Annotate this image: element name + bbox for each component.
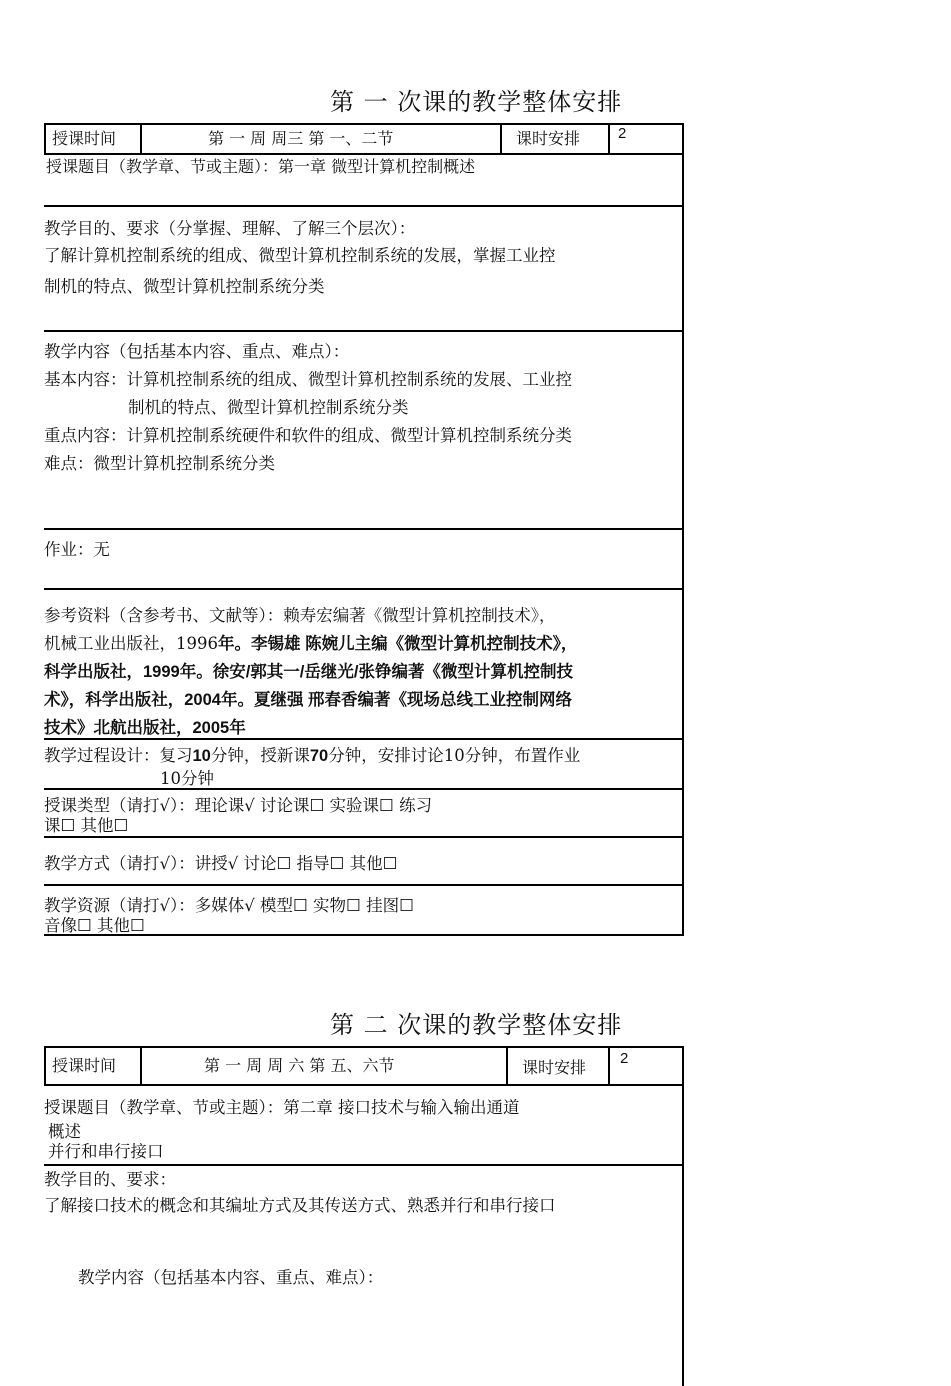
lesson2-topic-line-3: 并行和串行接口 bbox=[48, 1142, 164, 1161]
type-line-2: 课☐ 其他☐ bbox=[44, 816, 129, 835]
lesson2-title: 第 二 次课的教学整体安排 bbox=[330, 1011, 623, 1039]
type-line-1: 授课类型（请打√）：理论课√ 讨论课☐ 实验课☐ 练习 bbox=[44, 796, 433, 815]
content-key: 重点内容：计算机控制系统硬件和软件的组成、微型计算机控制系统分类 bbox=[44, 426, 572, 445]
references-line-4: 术》，科学出版社，2004年。夏继强 邢春香编著《现场总线工业控制网络 bbox=[44, 691, 573, 709]
content-basic-line-2: 制机的特点、微型计算机控制系统分类 bbox=[128, 398, 409, 417]
lesson1-content-row bbox=[44, 332, 684, 530]
objectives-line-1: 了解计算机控制系统的组成、微型计算机控制系统的发展，掌握工业控 bbox=[44, 246, 556, 265]
lesson1-title: 第 一 次课的教学整体安排 bbox=[330, 88, 623, 116]
lesson1-objectives-row bbox=[44, 207, 684, 332]
lesson1-time-row bbox=[44, 123, 684, 155]
content-label: 教学内容（包括基本内容、重点、难点）： bbox=[44, 342, 350, 361]
references-line-1: 参考资料（含参考书、文献等）：赖寿宏编著《微型计算机控制技术》， bbox=[44, 606, 556, 625]
hours-label-cell bbox=[502, 125, 610, 153]
process-new-minutes: 70 bbox=[309, 747, 329, 765]
references-line-2 bbox=[44, 630, 577, 654]
lesson1-homework-row bbox=[44, 530, 684, 590]
lesson2-objectives-label: 教学目的、要求： bbox=[44, 1170, 176, 1189]
content-difficult: 难点：微型计算机控制系统分类 bbox=[44, 454, 275, 473]
lesson2-time-row bbox=[44, 1046, 684, 1086]
references-line-3: 科学出版社，1999年。徐安/郭其一/岳继光/张铮编著《微型计算机控制技 bbox=[44, 663, 573, 681]
lesson1-topic-row bbox=[44, 155, 684, 207]
references-line-2a: 机械工业出版社，1996 bbox=[44, 634, 218, 653]
objectives-label: 教学目的、要求（分掌握、理解、了解三个层次）： bbox=[44, 219, 416, 238]
lesson2-objectives-line-1: 了解接口技术的概念和其编址方式及其传送方式、熟悉并行和串行接口 bbox=[44, 1196, 556, 1215]
process-text-c: 分钟，授新课 bbox=[210, 746, 310, 765]
lesson2-content-label: 教学内容（包括基本内容、重点、难点）： bbox=[78, 1268, 384, 1287]
resources-line-1: 教学资源（请打√）：多媒体√ 模型☐ 实物☐ 挂图☐ bbox=[44, 896, 414, 915]
lesson2-topic-line-1: 授课题目（教学章、节或主题）：第二章 接口技术与输入输出通道 bbox=[44, 1098, 520, 1117]
hours-value-cell bbox=[610, 125, 682, 153]
hours-value: 2 bbox=[618, 125, 627, 142]
process-review-minutes: 10 bbox=[192, 747, 211, 765]
hours-label: 课时安排 bbox=[516, 129, 581, 148]
time-value-cell-2 bbox=[142, 1048, 508, 1084]
time-label: 授课时间 bbox=[52, 129, 117, 148]
process-text-e: 分钟，安排讨论10分钟，布置作业 bbox=[328, 746, 581, 765]
lesson1-process-row bbox=[44, 740, 684, 790]
objectives-line-2: 制机的特点、微型计算机控制系统分类 bbox=[44, 277, 325, 296]
hours-label-2: 课时安排 bbox=[522, 1058, 587, 1077]
references-line-5: 技术》北航出版社，2005年 bbox=[44, 719, 246, 737]
time-value-2: 第 一 周 周 六 第 五、六节 bbox=[204, 1056, 395, 1075]
process-line-2: 10分钟 bbox=[160, 769, 214, 788]
lesson2-topic-line-2: 概述 bbox=[48, 1122, 81, 1141]
hours-value-2: 2 bbox=[620, 1050, 629, 1067]
time-value: 第 一 周 周三 第 一、二节 bbox=[208, 129, 394, 148]
content-basic-line-1: 基本内容：计算机控制系统的组成、微型计算机控制系统的发展、工业控 bbox=[44, 370, 572, 389]
lesson2-topic-row bbox=[44, 1086, 684, 1166]
hours-value-cell-2 bbox=[610, 1048, 682, 1084]
time-value-cell bbox=[142, 125, 502, 153]
homework: 作业：无 bbox=[44, 540, 110, 559]
lesson1-resources-row bbox=[44, 886, 684, 936]
lesson1-type-row bbox=[44, 790, 684, 838]
lesson1-method-row bbox=[44, 838, 684, 886]
hours-label-cell-2 bbox=[508, 1048, 610, 1084]
lesson1-references-row bbox=[44, 590, 684, 740]
references-line-2b: 年。李锡雄 陈婉儿主编《微型计算机控制技术》， bbox=[218, 635, 578, 653]
lesson2-objectives-row bbox=[44, 1166, 684, 1386]
process-text-a: 教学过程设计：复习 bbox=[44, 746, 193, 765]
time-label-2: 授课时间 bbox=[52, 1056, 117, 1075]
lesson2-table bbox=[44, 1046, 684, 1386]
method-line: 教学方式（请打√）：讲授√ 讨论☐ 指导☐ 其他☐ bbox=[44, 854, 398, 873]
time-label-cell-2 bbox=[44, 1048, 142, 1084]
lesson1-topic: 授课题目（教学章、节或主题）：第一章 微型计算机控制概述 bbox=[46, 157, 476, 176]
time-label-cell bbox=[44, 125, 142, 153]
resources-line-2: 音像☐ 其他☐ bbox=[44, 916, 145, 935]
process-line-1 bbox=[44, 742, 580, 766]
lesson1-table bbox=[44, 123, 684, 936]
